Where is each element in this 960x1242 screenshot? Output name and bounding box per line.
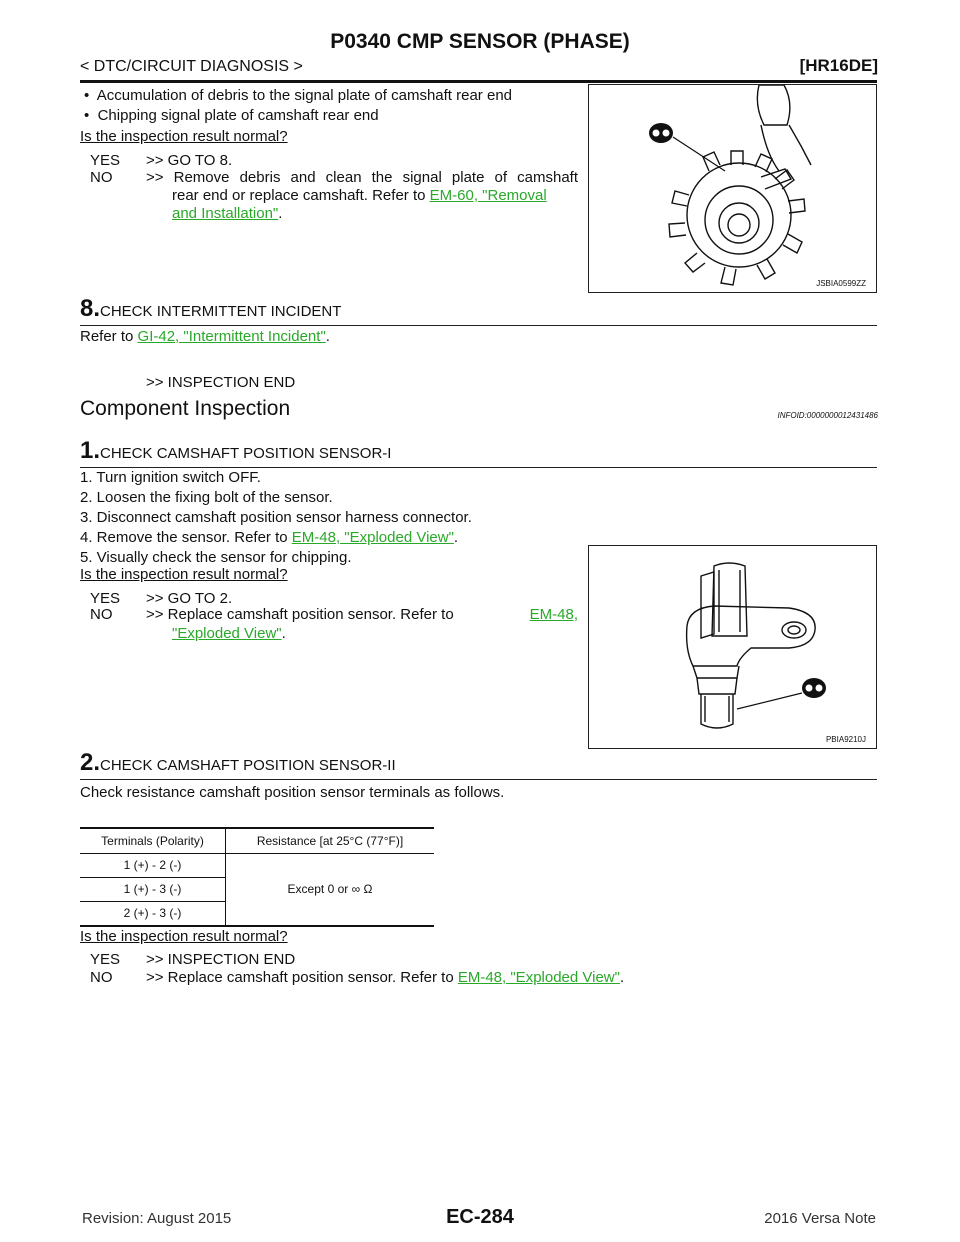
table-header-terminals: Terminals (Polarity)	[80, 829, 226, 853]
table-cell-terminal: 1 (+) - 3 (-)	[80, 877, 226, 901]
list-item: 2. Loosen the fixing bolt of the sensor.	[80, 489, 333, 506]
yes-action: >> GO TO 2.	[146, 590, 233, 607]
inspection-question: Is the inspection result normal?	[80, 566, 288, 583]
no-label: NO	[90, 169, 113, 186]
link-gi42[interactable]: GI-42, "Intermittent Incident"	[137, 328, 326, 345]
revision: Revision: August 2015	[82, 1210, 232, 1227]
no-action-cont: rear end or replace camshaft. Refer to EM-60, "Removal	[172, 187, 547, 204]
no-action: >> Remove debris and clean the signal plate of camshaft	[146, 169, 578, 186]
c2-heading: 2.CHECK CAMSHAFT POSITION SENSOR-II	[80, 749, 396, 776]
step7-bullets	[84, 86, 512, 126]
section-title: Component Inspection	[80, 397, 291, 420]
inspection-question: Is the inspection result normal?	[80, 128, 288, 145]
list-item: 5. Visually check the sensor for chipping.	[80, 549, 352, 566]
callout-marker	[737, 678, 826, 709]
step8-refer: Refer to GI-42, "Intermittent Incident".	[80, 328, 330, 345]
yes-label: YES	[90, 152, 121, 169]
figure-code: JSBIA0599ZZ	[816, 279, 866, 288]
c2-intro: Check resistance camshaft position sensor terminals as follows.	[80, 784, 505, 801]
step-number: 2.	[80, 749, 101, 776]
list-item: 1. Turn ignition switch OFF.	[80, 469, 261, 486]
yes-label: YES	[90, 590, 121, 607]
inspection-question: Is the inspection result normal?	[80, 928, 288, 945]
no-label: NO	[90, 969, 113, 986]
step-number: 8.	[80, 295, 101, 322]
step8-end: >> INSPECTION END	[146, 374, 296, 391]
link-em48[interactable]: EM-48, "Exploded View"	[457, 969, 620, 986]
header-rule	[80, 80, 877, 83]
camshaft-illustration	[589, 85, 876, 292]
link-em60[interactable]: EM-60, "Removal	[429, 187, 547, 204]
no-action-cont2: and Installation".	[172, 205, 283, 222]
step-number: 1.	[80, 437, 101, 464]
resistance-table	[80, 827, 434, 927]
engine-code: [HR16DE]	[799, 56, 878, 75]
yes-action: >> GO TO 8.	[146, 152, 233, 169]
link-em48-cont[interactable]: "Exploded View"	[172, 625, 282, 642]
model-year: 2016 Versa Note	[764, 1210, 876, 1227]
c1-steps	[80, 468, 472, 568]
yes-label: YES	[90, 951, 121, 968]
bullet-item: • Chipping signal plate of camshaft rear end	[84, 107, 379, 124]
table-cell-resistance: Except 0 or ∞ Ω	[287, 882, 373, 897]
bullet-item: • Accumulation of debris to the signal plate of camshaft rear end	[84, 87, 512, 104]
callout-marker	[649, 123, 725, 171]
step8-rule	[80, 325, 877, 326]
list-item: 4. Remove the sensor. Refer to EM-48, "Exploded View".	[80, 529, 459, 546]
info-id: INFOID:0000000012431486	[777, 411, 878, 420]
page-title: P0340 CMP SENSOR (PHASE)	[330, 30, 630, 53]
table-header-resistance: Resistance [at 25°C (77°F)]	[226, 829, 435, 853]
yes-action: >> INSPECTION END	[146, 951, 296, 968]
no-action: >> Replace camshaft position sensor. Refer to EM-48,	[146, 606, 578, 623]
c2-rule	[80, 779, 877, 780]
list-item: 3. Disconnect camshaft position sensor harness connector.	[80, 509, 472, 526]
sensor-illustration	[589, 546, 876, 748]
page-number: EC-284	[446, 1206, 514, 1228]
table-cell-terminal: 2 (+) - 3 (-)	[80, 901, 226, 925]
link-em48[interactable]: EM-48, "Exploded View"	[291, 529, 454, 546]
sensor-figure	[588, 545, 877, 749]
breadcrumb: < DTC/CIRCUIT DIAGNOSIS >	[80, 58, 303, 75]
step8-heading: 8.CHECK INTERMITTENT INCIDENT	[80, 295, 342, 322]
no-action: >> Replace camshaft position sensor. Refer to EM-48, "Exploded View".	[146, 969, 625, 986]
c1-heading: 1.CHECK CAMSHAFT POSITION SENSOR-I	[80, 437, 392, 464]
figure-code: PBIA9210J	[825, 735, 866, 744]
link-em60-cont[interactable]: and Installation"	[172, 205, 279, 222]
no-action-cont: "Exploded View".	[172, 625, 286, 642]
link-em48[interactable]: EM-48,	[529, 606, 578, 623]
no-label: NO	[90, 606, 113, 623]
camshaft-figure	[588, 84, 877, 293]
table-row	[80, 853, 434, 877]
table-cell-terminal: 1 (+) - 2 (-)	[80, 853, 226, 877]
